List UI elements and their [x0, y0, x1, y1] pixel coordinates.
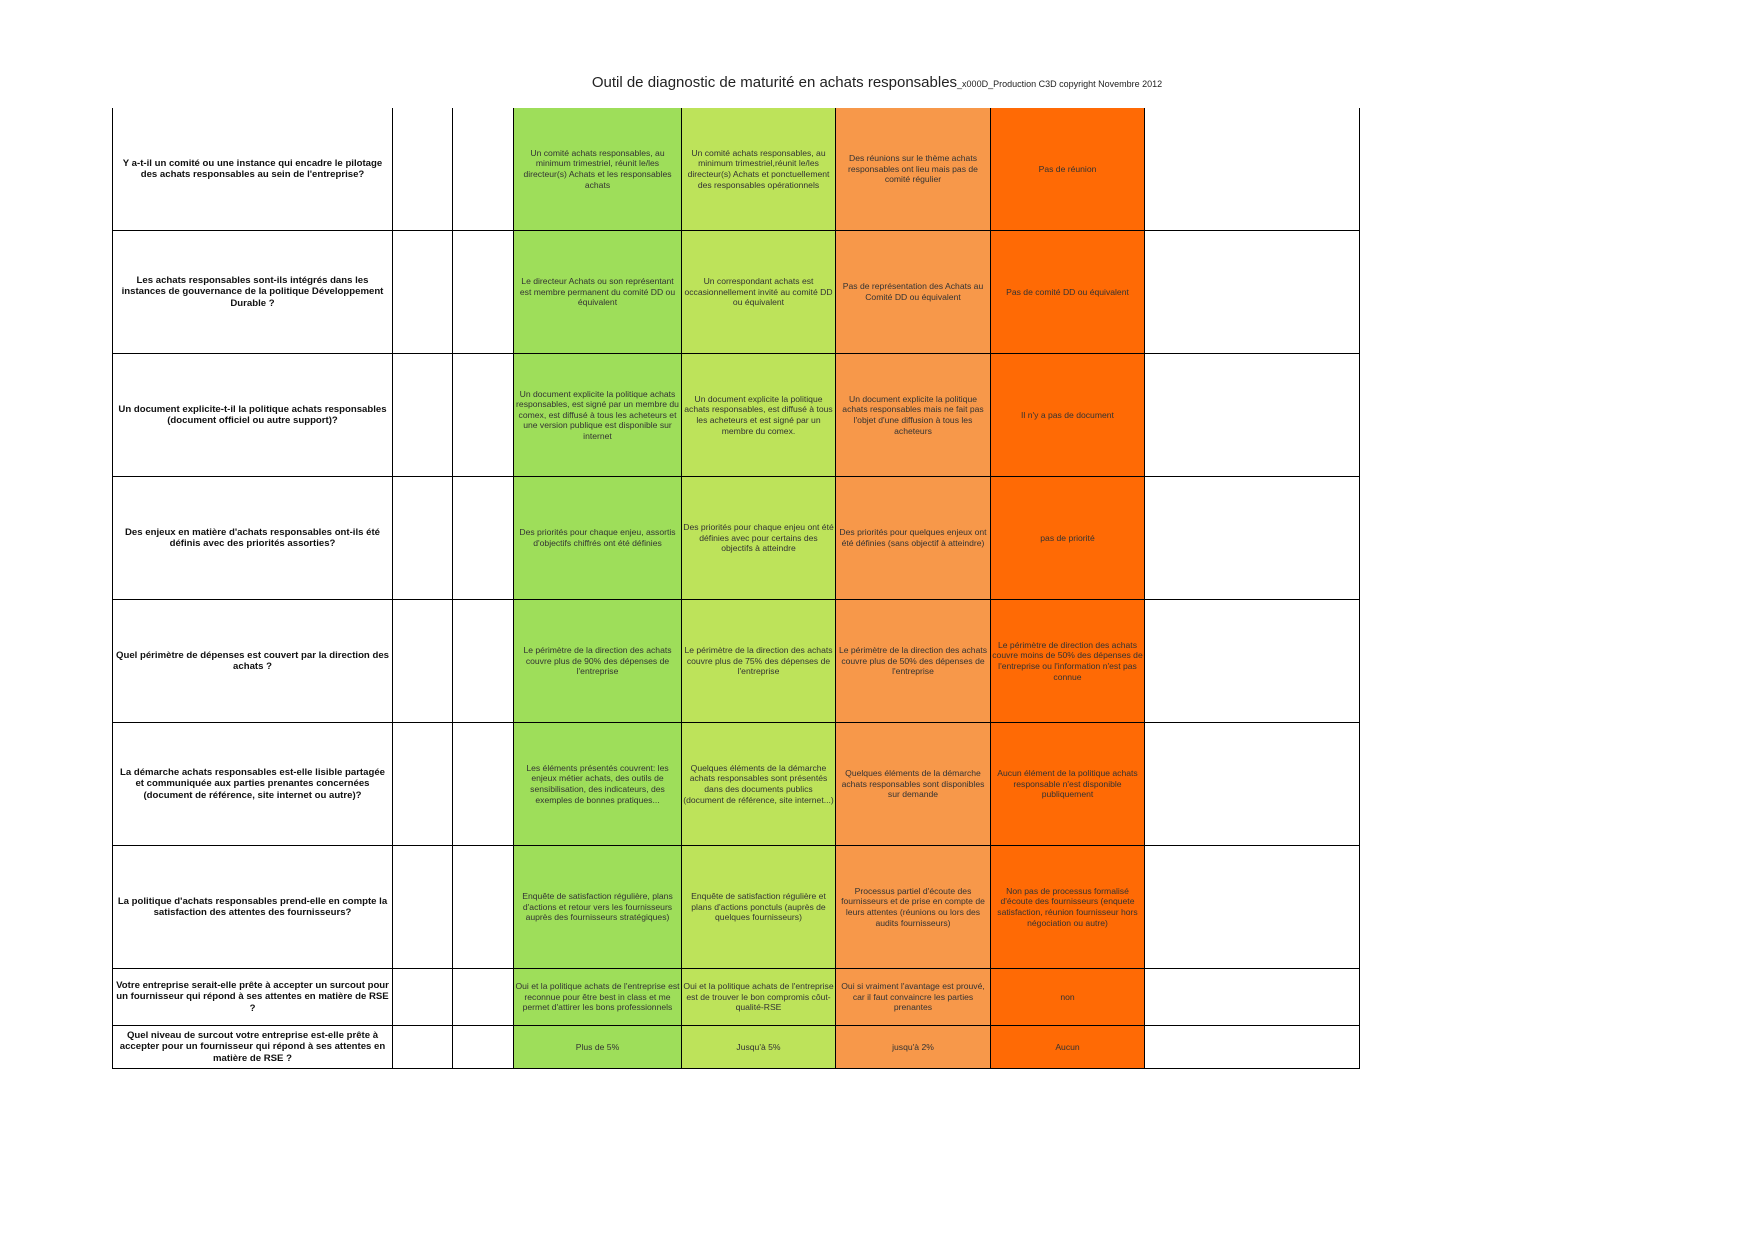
empty-cell[interactable]: [1145, 723, 1360, 846]
question-cell: Les achats responsables sont-ils intégrés dans les instances de gouvernance de la politique Développement Durable ?: [113, 231, 393, 354]
empty-cell[interactable]: [393, 600, 453, 723]
empty-cell[interactable]: [393, 354, 453, 477]
level-3-cell: Oui si vraiment l'avantage est prouvé, car il faut convaincre les parties prenantes: [836, 969, 991, 1026]
level-1-cell: Le directeur Achats ou son représentant est membre permanent du comité DD ou équivalent: [514, 231, 682, 354]
empty-cell[interactable]: [453, 354, 514, 477]
level-1-cell: Les éléments présentés couvrent: les enjeux métier achats, des outils de sensibilisation, des indicateurs, des exemples de bonnes pratiques...: [514, 723, 682, 846]
level-2-cell: Oui et la politique achats de l'entreprise est de trouver le bon compromis côut-qualité-RSE: [682, 969, 836, 1026]
level-1-cell: Un comité achats responsables, au minimum trimestriel, réunit le/les directeur(s) Achats et les responsables achats: [514, 108, 682, 231]
empty-cell[interactable]: [453, 600, 514, 723]
question-cell: La démarche achats responsables est-elle lisible partagée et communiquée aux parties prenantes concernées (document de référence, site internet ou autre)?: [113, 723, 393, 846]
question-cell: Un document explicite-t-il la politique achats responsables (document officiel ou autre support)?: [113, 354, 393, 477]
level-2-cell: Le périmètre de la direction des achats couvre plus de 75% des dépenses de l'entreprise: [682, 600, 836, 723]
title-subtitle: _x000D_Production C3D copyright Novembre 2012: [957, 79, 1163, 89]
level-2-cell: Quelques éléments de la démarche achats responsables sont présentés dans des documents publics (document de référence, site internet...): [682, 723, 836, 846]
level-4-cell: Le périmètre de direction des achats couvre moins de 50% des dépenses de l'entreprise ou l'information n'est pas connue: [991, 600, 1145, 723]
level-2-cell: Un document explicite la politique achats responsables, est diffusé à tous les acheteurs et est signé par un membre du comex.: [682, 354, 836, 477]
empty-cell[interactable]: [1145, 1026, 1360, 1069]
level-1-cell: Oui et la politique achats de l'entreprise est reconnue pour être best in class et me permet d'attirer les bons professionnels: [514, 969, 682, 1026]
empty-cell[interactable]: [393, 969, 453, 1026]
level-3-cell: Un document explicite la politique achats responsables mais ne fait pas l'objet d'une diffusion à tous les acheteurs: [836, 354, 991, 477]
level-2-cell: Un comité achats responsables, au minimum trimestriel,réunit le/les directeur(s) Achats et ponctuellement des responsables opérationnels: [682, 108, 836, 231]
level-4-cell: Pas de comité DD ou équivalent: [991, 231, 1145, 354]
empty-cell[interactable]: [1145, 846, 1360, 969]
empty-cell[interactable]: [393, 723, 453, 846]
level-2-cell: Jusqu'à 5%: [682, 1026, 836, 1069]
table-row: [113, 723, 1360, 846]
question-cell: Y a-t-il un comité ou une instance qui encadre le pilotage des achats responsables au sein de l'entreprise?: [113, 108, 393, 231]
empty-cell[interactable]: [1145, 600, 1360, 723]
table-row: [113, 846, 1360, 969]
table-row: [113, 477, 1360, 600]
level-2-cell: Un correspondant achats est occasionnellement invité au comité DD ou équivalent: [682, 231, 836, 354]
page-title: [0, 74, 1754, 91]
empty-cell[interactable]: [453, 1026, 514, 1069]
table-row: [113, 969, 1360, 1026]
empty-cell[interactable]: [1145, 477, 1360, 600]
empty-cell[interactable]: [453, 723, 514, 846]
question-cell: Quel périmètre de dépenses est couvert par la direction des achats ?: [113, 600, 393, 723]
empty-cell[interactable]: [393, 846, 453, 969]
empty-cell[interactable]: [1145, 231, 1360, 354]
empty-cell[interactable]: [453, 108, 514, 231]
empty-cell[interactable]: [453, 231, 514, 354]
empty-cell[interactable]: [1145, 108, 1360, 231]
table-row: [113, 1026, 1360, 1069]
level-2-cell: Enquête de satisfaction régulière et plans d'actions ponctuls (auprès de quelques fournisseurs): [682, 846, 836, 969]
level-3-cell: Des réunions sur le thème achats responsables ont lieu mais pas de comité régulier: [836, 108, 991, 231]
level-1-cell: Un document explicite la politique achats responsables, est signé par un membre du comex, est diffusé à tous les acheteurs et une version publique est disponible sur internet: [514, 354, 682, 477]
question-cell: Quel niveau de surcout votre entreprise est-elle prête à accepter pour un fournisseur qui répond à ses attentes en matière de RSE ?: [113, 1026, 393, 1069]
empty-cell[interactable]: [393, 1026, 453, 1069]
level-1-cell: Enquête de satisfaction régulière, plans d'actions et retour vers les fournisseurs auprès des fournisseurs stratégiques): [514, 846, 682, 969]
level-4-cell: Aucun: [991, 1026, 1145, 1069]
level-2-cell: Des priorités pour chaque enjeu ont été définies avec pour certains des objectifs à atteindre: [682, 477, 836, 600]
level-3-cell: Quelques éléments de la démarche achats responsables sont disponibles sur demande: [836, 723, 991, 846]
question-cell: Votre entreprise serait-elle prête à accepter un surcout pour un fournisseur qui répond à ses attentes en matière de RSE ?: [113, 969, 393, 1026]
level-4-cell: Aucun élément de la politique achats responsable n'est disponible publiquement: [991, 723, 1145, 846]
level-3-cell: Processus partiel d'écoute des fournisseurs et de prise en compte de leurs attentes (réunions ou lors des audits fournisseurs): [836, 846, 991, 969]
level-4-cell: Pas de réunion: [991, 108, 1145, 231]
level-3-cell: Pas de représentation des Achats au Comité DD ou équivalent: [836, 231, 991, 354]
empty-cell[interactable]: [1145, 354, 1360, 477]
maturity-grid: [112, 108, 1360, 1069]
table-row: [113, 354, 1360, 477]
question-cell: Des enjeux en matière d'achats responsables ont-ils été définis avec des priorités assorties?: [113, 477, 393, 600]
level-1-cell: Plus de 5%: [514, 1026, 682, 1069]
level-3-cell: Des priorités pour quelques enjeux ont été définies (sans objectif à atteindre): [836, 477, 991, 600]
empty-cell[interactable]: [453, 846, 514, 969]
empty-cell[interactable]: [1145, 969, 1360, 1026]
empty-cell[interactable]: [393, 231, 453, 354]
empty-cell[interactable]: [393, 477, 453, 600]
level-1-cell: Des priorités pour chaque enjeu, assortis d'objectifs chiffrés ont été définies: [514, 477, 682, 600]
level-1-cell: Le périmètre de la direction des achats couvre plus de 90% des dépenses de l'entreprise: [514, 600, 682, 723]
question-cell: La politique d'achats responsables prend-elle en compte la satisfaction des attentes des fournisseurs?: [113, 846, 393, 969]
level-4-cell: non: [991, 969, 1145, 1026]
level-4-cell: Il n'y a pas de document: [991, 354, 1145, 477]
empty-cell[interactable]: [453, 477, 514, 600]
level-4-cell: Non pas de processus formalisé d'écoute des fournisseurs (enquete satisfaction, réunion fournisseur hors négociation ou autre): [991, 846, 1145, 969]
level-4-cell: pas de priorité: [991, 477, 1145, 600]
table-row: [113, 600, 1360, 723]
level-3-cell: jusqu'à 2%: [836, 1026, 991, 1069]
table-row: [113, 108, 1360, 231]
title-main: Outil de diagnostic de maturité en achats responsables: [591, 74, 958, 91]
level-3-cell: Le périmètre de la direction des achats couvre plus de 50% des dépenses de l'entreprise: [836, 600, 991, 723]
empty-cell[interactable]: [453, 969, 514, 1026]
table-row: [113, 231, 1360, 354]
empty-cell[interactable]: [393, 108, 453, 231]
